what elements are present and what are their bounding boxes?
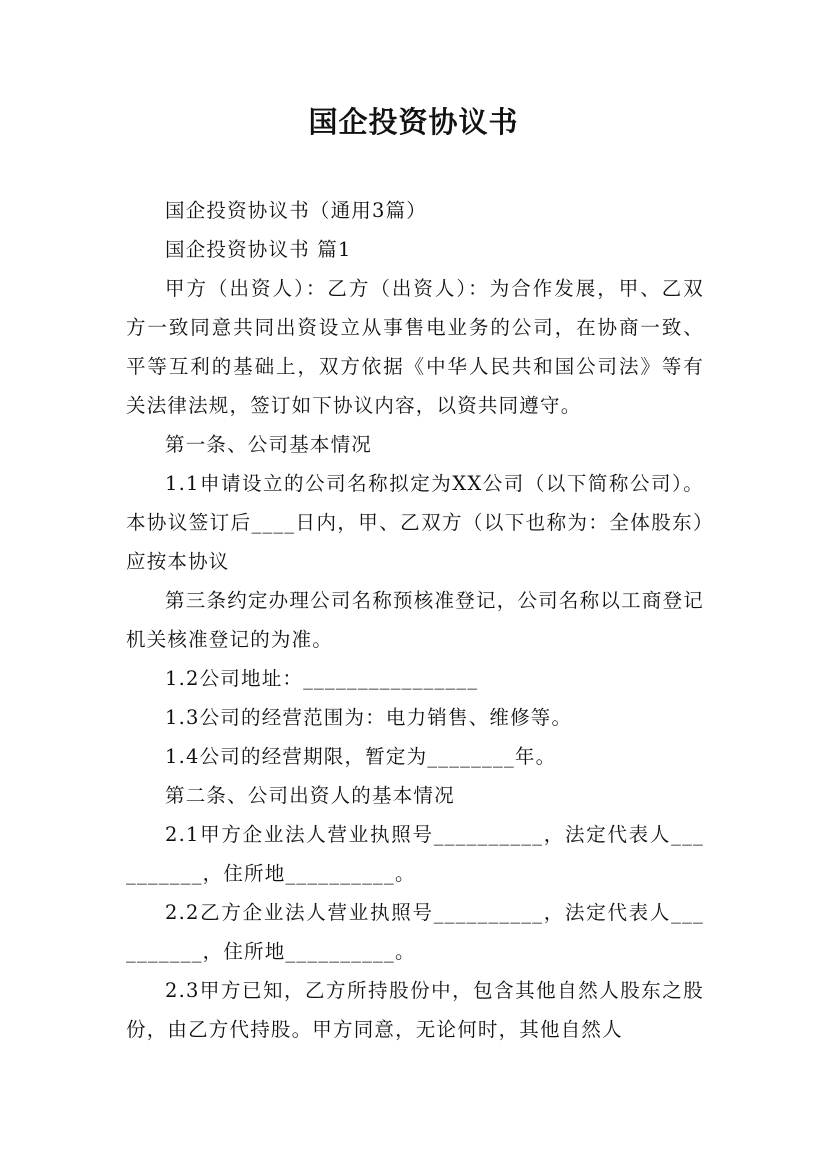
paragraph-clause-1-2: 1.2公司地址：________________ (165, 667, 479, 690)
paragraph-clause-2-3: 2.3甲方已知，乙方所持股份中，包含其他自然人股东之股份，由乙方代持股。甲方同意，无论何时，其他自然人 (126, 979, 704, 1041)
paragraph-section-heading: 国企投资协议书 篇1 (165, 238, 352, 261)
document-body (126, 191, 704, 1049)
paragraph-clause-1-4: 1.4公司的经营期限，暂定为________年。 (165, 745, 557, 768)
paragraph-article-3-note: 第三条约定办理公司名称预核准登记，公司名称以工商登记机关核准登记的为准。 (126, 589, 704, 651)
paragraph-clause-1-1: 1.1申请设立的公司名称拟定为XX公司（以下简称公司）。本协议签订后____日内，甲、乙双方（以下也称为：全体股东）应按本协议 (126, 472, 704, 573)
paragraph-clause-2-2: 2.2乙方企业法人营业执照号__________，法定代表人__________，住所地__________。 (126, 901, 704, 963)
paragraph-clause-2-1: 2.1甲方企业法人营业执照号__________，法定代表人__________，住所地__________。 (126, 823, 704, 885)
paragraph-clause-1-3: 1.3公司的经营范围为：电力销售、维修等。 (165, 706, 573, 729)
paragraph-preamble: 甲方（出资人）：乙方（出资人）：为合作发展，甲、乙双方一致同意共同出资设立从事售电业务的公司，在协商一致、平等互利的基础上，双方依据《中华人民共和国公司法》等有关法律法规，签订如下协议内容，以资共同遵守。 (126, 277, 704, 417)
paragraph-article-1-heading: 第一条、公司基本情况 (165, 433, 373, 456)
paragraph-subtitle: 国企投资协议书（通用3篇） (165, 199, 428, 222)
document-title: 国企投资协议书 (308, 105, 519, 139)
paragraph-article-2-heading: 第二条、公司出资人的基本情况 (165, 784, 455, 807)
